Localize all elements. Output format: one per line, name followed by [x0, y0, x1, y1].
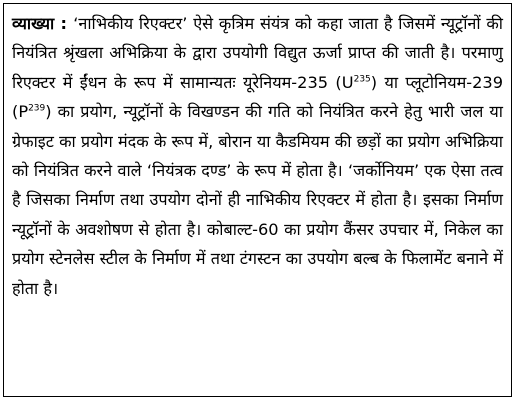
explanation-text-part-1: ‘नाभिकीय रिएक्टर’ ऐसे कृत्रिम संयंत्र को कहा जाता है जिसमें न्यूट्रॉनों की नियंत्रित श्रृंखला अभिक्रिया के द्वारा उपयोगी विद्युत ऊर्जा प्राप्त की जाती है। परमाणु रिएक्टर में ईंधन के रूप में सामान्यतः यूरेनियम-235 (U: [12, 14, 503, 92]
plutonium-isotope-superscript: 239: [28, 103, 46, 114]
explanation-heading: व्याख्या: [12, 14, 55, 33]
explanation-text-part-2: ) या प्लूटोनियम-239 (P: [12, 72, 503, 122]
heading-separator: :: [54, 14, 74, 33]
explanation-box: [3, 3, 512, 397]
explanation-text-part-3: ) का प्रयोग, न्यूट्रॉनों के विखण्डन की गति को नियंत्रित करने हेतु भारी जल या ग्रेफाइट का प्रयोग मंदक के रूप में, बोरान या कैडमियम की छड़ों का प्रयोग अभिक्रिया को नियंत्रित करने वाले ‘नियंत्रक दण्ड’ के रूप में होता है। ‘जर्कोनियम’ एक ऐसा तत्व है जिसका निर्माण तथा उपयोग दोनों ही नाभिकीय रिएक्टर में होता है। इसका निर्माण न्यूट्रॉनों के अवशोषण से होता है। कोबाल्ट-60 का प्रयोग कैंसर उपचार में, निकेल का प्रयोग स्टेनलेस स्टील के निर्माण में तथा टंगस्टन का उपयोग बल्ब के फिलामेंट बनाने में होता है।: [12, 102, 503, 298]
uranium-isotope-superscript: 235: [353, 74, 371, 85]
